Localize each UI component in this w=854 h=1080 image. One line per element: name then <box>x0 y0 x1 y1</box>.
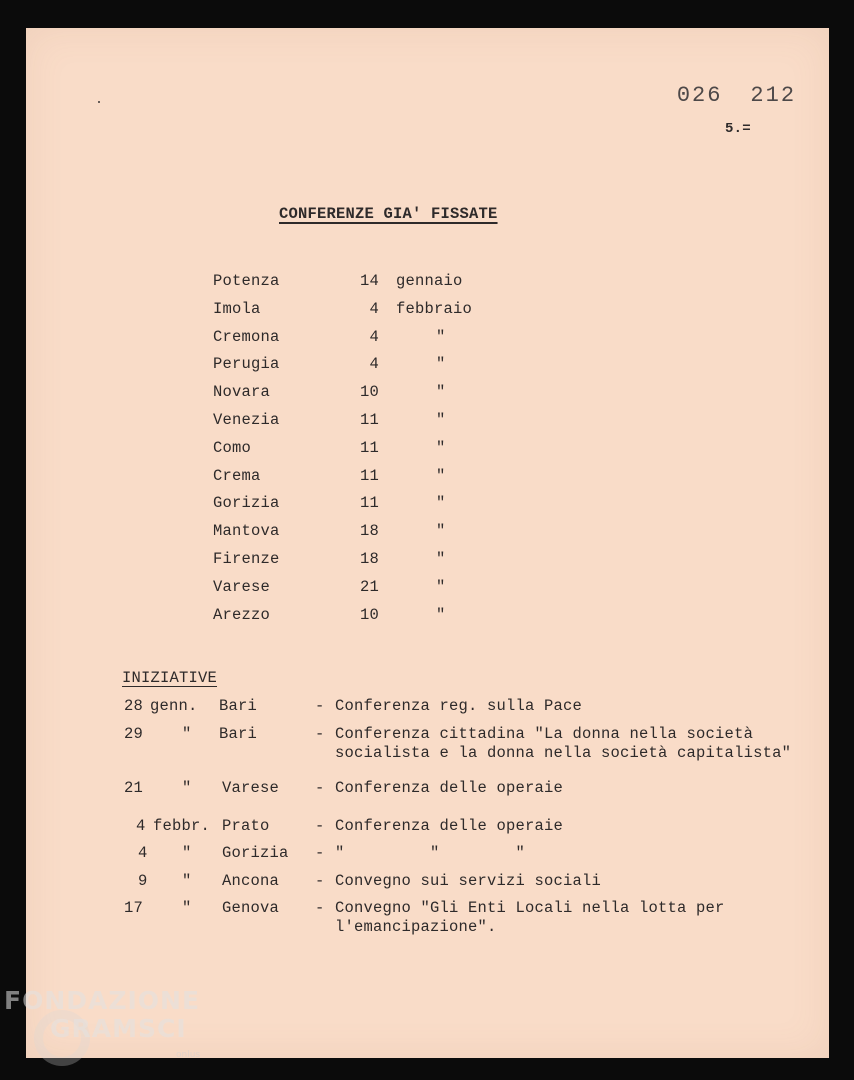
initiative-dash: - <box>315 872 325 890</box>
conference-day: 4 <box>369 328 379 346</box>
initiative-day: 21 <box>124 779 144 797</box>
conference-city: Potenza <box>213 272 280 290</box>
conference-month: " <box>436 355 446 373</box>
conference-day: 18 <box>359 522 379 540</box>
conference-city: Crema <box>213 467 261 485</box>
initiative-city: Prato <box>222 817 270 835</box>
conference-city: Firenze <box>213 550 280 568</box>
initiative-description: Convegno "Gli Enti Locali nella lotta per <box>335 899 725 917</box>
initiative-city: Genova <box>222 899 280 917</box>
initiative-dash: - <box>315 779 325 797</box>
watermark-logo: FONDAZIONE GRAMSCI <box>4 986 201 1043</box>
conference-month: " <box>436 439 446 457</box>
conference-month: " <box>436 328 446 346</box>
conference-month: " <box>436 578 446 596</box>
initiative-day: 29 <box>124 725 144 743</box>
initiative-day: 28 <box>124 697 144 715</box>
initiative-month: genn. <box>150 697 198 715</box>
initiative-month: " <box>182 872 192 890</box>
page-number: 5.= <box>725 121 751 137</box>
initiative-description: Conferenza reg. sulla Pace <box>335 697 583 715</box>
conference-city: Imola <box>213 300 261 318</box>
conference-city: Cremona <box>213 328 280 346</box>
initiative-month: " <box>182 725 192 743</box>
conference-month: " <box>436 550 446 568</box>
conference-city: Perugia <box>213 355 280 373</box>
conference-city: Arezzo <box>213 606 271 624</box>
conference-month: " <box>436 411 446 429</box>
initiative-month: " <box>182 899 192 917</box>
initiative-description: Conferenza delle operaie <box>335 779 564 797</box>
conference-city: Como <box>213 439 252 457</box>
initiative-month: febbr. <box>153 817 211 835</box>
conference-day: 14 <box>359 272 379 290</box>
initiative-description-cont: socialista e la donna nella società capitalista" <box>335 744 792 762</box>
conference-day: 4 <box>369 300 379 318</box>
ink-speck <box>98 101 100 103</box>
conference-day: 21 <box>359 578 379 596</box>
conference-month: febbraio <box>396 300 473 318</box>
initiative-description: Convegno sui servizi sociali <box>335 872 602 890</box>
conference-day: 11 <box>359 467 379 485</box>
conference-month: gennaio <box>396 272 463 290</box>
conference-month: " <box>436 494 446 512</box>
archive-number: 026 212 <box>676 83 797 108</box>
initiative-description-cont: l'emancipazione". <box>335 918 497 936</box>
initiative-dash: - <box>315 725 325 743</box>
initiative-day: 17 <box>124 899 144 917</box>
initiative-city: Bari <box>219 725 258 743</box>
initiative-dash: - <box>315 899 325 917</box>
initiative-dash: - <box>315 844 325 862</box>
initiative-dash: - <box>315 697 325 715</box>
conference-city: Gorizia <box>213 494 280 512</box>
conference-day: 10 <box>359 606 379 624</box>
conference-city: Varese <box>213 578 271 596</box>
initiative-description: " " " <box>335 844 526 862</box>
conference-day: 4 <box>369 355 379 373</box>
initiatives-title: INIZIATIVE <box>122 669 218 687</box>
conference-city: Novara <box>213 383 271 401</box>
initiative-day: 9 <box>138 872 148 890</box>
initiative-day: 4 <box>138 844 148 862</box>
initiative-city: Gorizia <box>222 844 289 862</box>
initiative-city: Bari <box>219 697 258 715</box>
initiative-day: 4 <box>136 817 146 835</box>
conference-day: 10 <box>359 383 379 401</box>
conference-month: " <box>436 383 446 401</box>
initiative-month: " <box>182 779 192 797</box>
initiative-city: Varese <box>222 779 280 797</box>
conference-city: Mantova <box>213 522 280 540</box>
conference-month: " <box>436 606 446 624</box>
conference-day: 11 <box>359 439 379 457</box>
conference-month: " <box>436 467 446 485</box>
watermark-subtitle: onlus <box>176 1050 201 1060</box>
initiative-city: Ancona <box>222 872 280 890</box>
conference-day: 11 <box>359 494 379 512</box>
conference-day: 11 <box>359 411 379 429</box>
conference-city: Venezia <box>213 411 280 429</box>
conferences-title: CONFERENZE GIA' FISSATE <box>279 205 498 223</box>
conference-month: " <box>436 522 446 540</box>
initiative-description: Conferenza cittadina "La donna nella società <box>335 725 754 743</box>
initiative-dash: - <box>315 817 325 835</box>
document-page <box>26 28 829 1058</box>
conference-day: 18 <box>359 550 379 568</box>
initiative-description: Conferenza delle operaie <box>335 817 564 835</box>
initiative-month: " <box>182 844 192 862</box>
